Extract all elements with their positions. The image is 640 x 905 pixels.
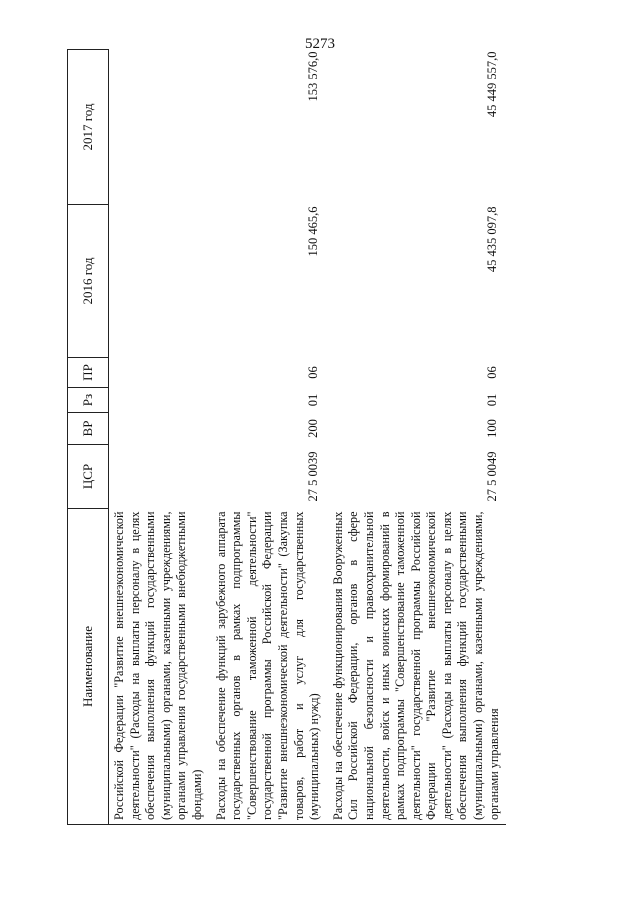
row-name: Расходы на обеспечение функций зарубежного аппарата государственных органов в рамках подпрограммы "Совершенствование таможенной деятельности" государственной программы Российской Федерации "Развитие внешнеэкономической деятельности" (Закупка товаров, работ и услуг для государственных (муниципальных) нужд) [210, 509, 327, 825]
row-name: Российской Федерации "Развитие внешнеэкономической деятельности" (Расходы на выплаты персоналу в целях обеспечения выполнения функций государственными (муниципальными) органами, казенными учреждениями, органами управления государственными внебюджетными фондами) [109, 509, 210, 825]
table-body [109, 50, 507, 825]
row-name: Расходы на обеспечение функционирования Вооруженных Сил Российской Федерации, органов в сфере национальной безопасности и правоохранительной деятельности, войск и иных воинских формирований в рамках подпрограммы "Совершенствование таможенной деятельности" государственной программы Российской Федерации "Развитие внешнеэкономической деятельности" (Расходы на выплаты персоналу в целях обеспечения выполнения функций государственными (муниципальными) органами, казенными учреждениями, органами управления [327, 509, 507, 825]
table-wrapper [67, 50, 582, 825]
row-pr: 06 [485, 366, 500, 379]
row-vr [109, 413, 210, 445]
header-pr: ПР [68, 358, 109, 388]
row-rz: 01 [485, 393, 500, 407]
table-header [68, 50, 109, 825]
table-row [327, 50, 507, 825]
header-csr: ЦСР [68, 445, 109, 509]
row-rz: 01 [305, 393, 320, 407]
page-number: 5273 [305, 36, 335, 52]
row-csr: 27 5 0039 [305, 451, 320, 502]
header-row [68, 50, 109, 825]
row-pr [109, 358, 210, 388]
row-vr: 200 [305, 419, 320, 438]
row-value-2017: 45 449 557,0 [485, 51, 500, 118]
row-value-2017 [109, 50, 210, 205]
header-vr: ВР [68, 413, 109, 445]
table-row [109, 50, 210, 825]
row-value-2017: 153 576,0 [305, 51, 320, 102]
row-value-2016: 150 465,6 [305, 206, 320, 257]
row-vr: 100 [485, 419, 500, 438]
header-2017: 2017 год [68, 50, 109, 205]
row-rz [109, 388, 210, 413]
budget-table [67, 49, 506, 825]
row-csr [109, 445, 210, 509]
row-pr: 06 [305, 366, 320, 379]
header-2016: 2016 год [68, 205, 109, 358]
row-value-2016: 45 435 097,8 [485, 206, 500, 273]
header-rz: Рз [68, 388, 109, 413]
row-csr: 27 5 0049 [485, 451, 500, 502]
header-name: Наименование [68, 509, 109, 825]
row-value-2016 [109, 205, 210, 358]
table-row [210, 50, 327, 825]
rotated-table-area [67, 50, 582, 825]
